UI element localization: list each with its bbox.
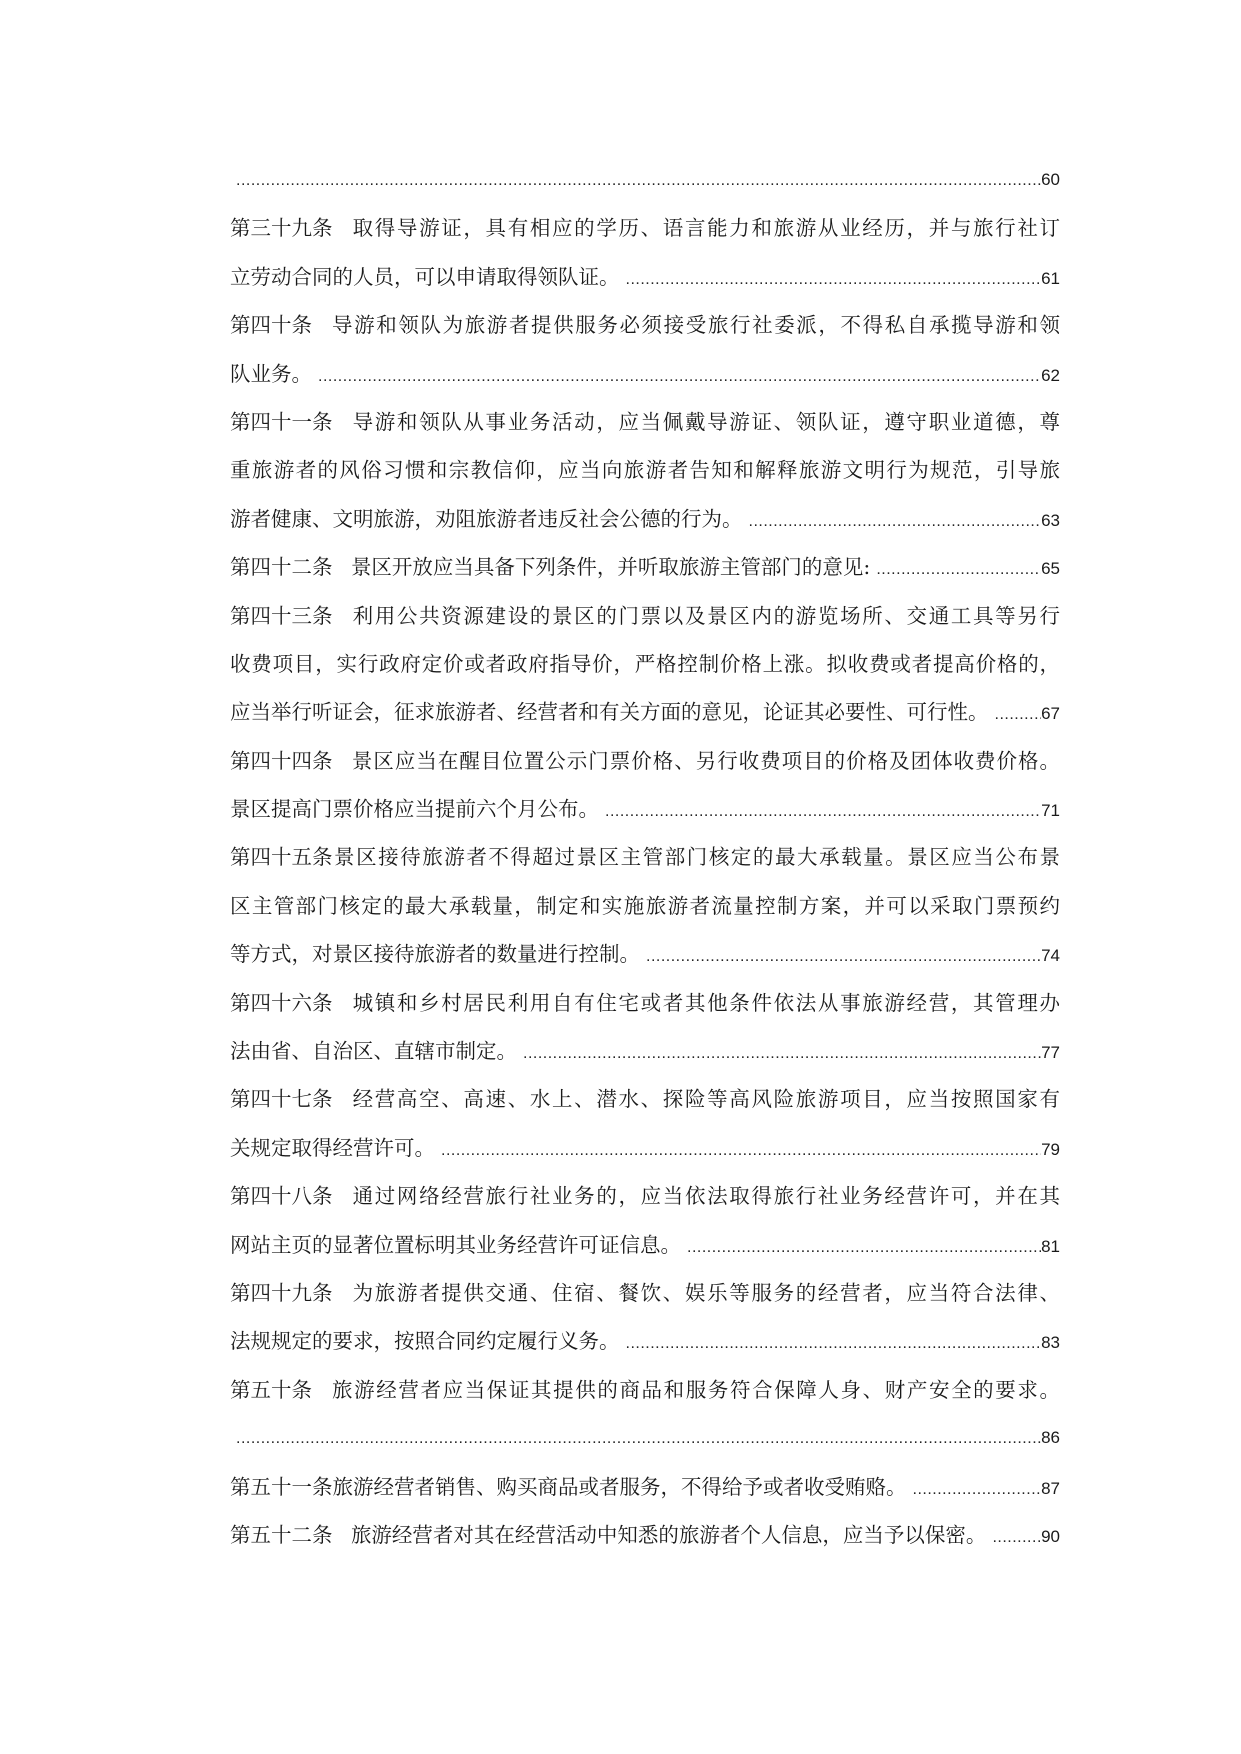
- dot-leader: [441, 1127, 1041, 1172]
- dot-leader: [646, 933, 1041, 978]
- toc-entry-text: [230, 543, 870, 591]
- toc-line: [230, 592, 1060, 640]
- toc-line: [230, 398, 1060, 446]
- article-title-text: 经营高空、高速、水上、潜水、探险等高风险旅游项目，应当按照国家有: [350, 1087, 1060, 1112]
- article-number: 第四十四条: [230, 748, 333, 773]
- article-title-text: 利用公共资源建设的景区的门票以及景区内的游览场所、交通工具等另行: [350, 603, 1060, 628]
- toc-line: [230, 930, 1060, 978]
- article-number: 第四十一条: [230, 409, 333, 434]
- article-number: 第四十条: [230, 313, 312, 338]
- article-title-text: 关规定取得经营许可。: [230, 1135, 435, 1160]
- toc-entry-text: [230, 1087, 1060, 1111]
- toc-line: [230, 640, 1060, 688]
- article-title-text: 景区接待旅游者不得超过景区主管部门核定的最大承载量。景区应当公布景: [332, 845, 1060, 870]
- toc-entry-text: [230, 1221, 681, 1269]
- article-title-text: 导游和领队为旅游者提供服务必须接受旅行社委派，不得私自承揽导游和领: [330, 313, 1060, 338]
- article-number: 第五十二条: [230, 1522, 333, 1547]
- article-number: 第四十二条: [230, 555, 333, 580]
- toc-line: [230, 688, 1060, 736]
- page-number[interactable]: 87: [1041, 1478, 1060, 1498]
- article-title-text: 等方式，对景区接待旅游者的数量进行控制。: [230, 942, 640, 967]
- toc-line: [230, 156, 1060, 204]
- article-title-text: 景区开放应当具备下列条件，并听取旅游主管部门的意见:: [350, 555, 871, 580]
- toc-line: [230, 1366, 1060, 1414]
- toc-line: [230, 1317, 1060, 1365]
- page-number[interactable]: 81: [1041, 1236, 1060, 1256]
- page-number[interactable]: 86: [1041, 1428, 1060, 1448]
- article-number: 第四十九条: [230, 1280, 333, 1305]
- article-title-text: 重旅游者的风俗习惯和宗教信仰，应当向旅游者告知和解释旅游文明行为规范，引导旅: [230, 458, 1060, 483]
- article-title-text: 立劳动合同的人员，可以申请取得领队证。: [230, 264, 620, 289]
- article-title-text: 队业务。: [230, 361, 312, 386]
- toc-line: [230, 1414, 1060, 1462]
- toc-entry-text: [230, 930, 640, 978]
- toc-line: [230, 1269, 1060, 1317]
- article-title-text: 通过网络经营旅行社业务的，应当依法取得旅行社业务经营许可，并在其: [350, 1184, 1060, 1209]
- dot-leader: [876, 546, 1041, 591]
- dot-leader: [236, 157, 1041, 204]
- toc-entry-text: [230, 894, 1060, 918]
- article-number: 第四十七条: [230, 1087, 333, 1112]
- article-number: 第四十八条: [230, 1184, 333, 1209]
- table-of-contents: [230, 156, 1060, 1559]
- article-title-text: 城镇和乡村居民利用自有住宅或者其他条件依法从事旅游经营，其管理办: [350, 990, 1060, 1015]
- toc-entry-text: [230, 845, 1060, 869]
- toc-entry-text: [230, 1511, 986, 1559]
- toc-entry-text: [230, 1124, 435, 1172]
- article-title-text: 法规规定的要求，按照合同约定履行义务。: [230, 1329, 620, 1354]
- page-number[interactable]: 63: [1041, 510, 1060, 530]
- toc-line: [230, 1124, 1060, 1172]
- dot-leader: [687, 1224, 1041, 1269]
- toc-entry-text: [230, 1317, 620, 1365]
- article-title-text: 取得导游证，具有相应的学历、语言能力和旅游从业经历，并与旅行社订: [350, 216, 1060, 241]
- page-number[interactable]: 90: [1041, 1526, 1060, 1546]
- toc-line: [230, 833, 1060, 881]
- article-title-text: 游者健康、文明旅游，劝阻旅游者违反社会公德的行为。: [230, 506, 743, 531]
- dot-leader: [992, 1514, 1041, 1559]
- article-number: 第四十六条: [230, 990, 333, 1015]
- toc-entry-text: [230, 785, 599, 833]
- toc-entry-text: [230, 313, 1060, 337]
- page-number[interactable]: 83: [1041, 1333, 1060, 1353]
- article-title-text: 旅游经营者应当保证其提供的商品和服务符合保障人身、财产安全的要求。: [330, 1377, 1060, 1402]
- dot-leader: [523, 1030, 1041, 1075]
- toc-line: [230, 785, 1060, 833]
- toc-line: [230, 446, 1060, 494]
- toc-entry-text: [230, 1281, 1060, 1305]
- toc-entry-text: [230, 604, 1060, 628]
- toc-line: [230, 204, 1060, 252]
- article-title-text: 旅游经营者销售、购买商品或者服务，不得给予或者收受贿赂。: [332, 1474, 907, 1499]
- page-number[interactable]: 67: [1041, 704, 1060, 724]
- article-number: 第三十九条: [230, 216, 333, 241]
- toc-line: [230, 301, 1060, 349]
- dot-leader: [913, 1466, 1042, 1511]
- page-number[interactable]: 60: [1041, 170, 1060, 189]
- toc-line: [230, 1221, 1060, 1269]
- article-number: 第五十一条: [230, 1474, 333, 1499]
- toc-entry-text: [230, 1184, 1060, 1208]
- dot-leader: [995, 691, 1042, 736]
- dot-leader: [236, 1415, 1041, 1462]
- page-number[interactable]: 62: [1041, 365, 1060, 385]
- toc-entry-text: [230, 1378, 1060, 1402]
- toc-entry-text: [230, 216, 1060, 240]
- article-number: 第四十三条: [230, 603, 333, 628]
- article-title-text: 景区应当在醒目位置公示门票价格、另行收费项目的价格及团体收费价格。: [350, 748, 1060, 773]
- article-number: 第五十条: [230, 1377, 312, 1402]
- dot-leader: [626, 1320, 1042, 1365]
- toc-entry-text: [230, 749, 1060, 773]
- toc-line: [230, 1463, 1060, 1511]
- page-number[interactable]: 77: [1041, 1043, 1060, 1063]
- dot-leader: [749, 498, 1042, 543]
- article-title-text: 导游和领队从事业务活动，应当佩戴导游证、领队证，遵守职业道德，尊: [350, 409, 1060, 434]
- toc-line: [230, 1027, 1060, 1075]
- toc-entry-text: [230, 458, 1060, 482]
- dot-leader: [605, 788, 1041, 833]
- article-title-text: 景区提高门票价格应当提前六个月公布。: [230, 797, 599, 822]
- page-number[interactable]: 74: [1041, 946, 1060, 966]
- page-number[interactable]: 71: [1041, 801, 1060, 821]
- toc-entry-text: [230, 688, 989, 736]
- toc-entry-text: [230, 253, 620, 301]
- toc-line: [230, 495, 1060, 543]
- dot-leader: [626, 256, 1042, 301]
- article-number: 第四十五条: [230, 845, 333, 870]
- toc-line: [230, 1511, 1060, 1559]
- toc-line: [230, 1075, 1060, 1123]
- page-number[interactable]: 65: [1041, 559, 1060, 579]
- article-title-text: 网站主页的显著位置标明其业务经营许可证信息。: [230, 1232, 681, 1257]
- toc-line: [230, 253, 1060, 301]
- toc-line: [230, 979, 1060, 1027]
- article-title-text: 旅游经营者对其在经营活动中知悉的旅游者个人信息，应当予以保密。: [350, 1522, 987, 1547]
- toc-line: [230, 737, 1060, 785]
- toc-entry-text: [230, 350, 312, 398]
- toc-entry-text: [230, 495, 743, 543]
- toc-entry-text: [230, 410, 1060, 434]
- page-number[interactable]: 61: [1041, 268, 1060, 288]
- article-title-text: 为旅游者提供交通、住宿、餐饮、娱乐等服务的经营者，应当符合法律、: [350, 1280, 1060, 1305]
- toc-entry-text: [230, 1027, 517, 1075]
- article-title-text: 区主管部门核定的最大承载量，制定和实施旅游者流量控制方案，并可以采取门票预约: [230, 893, 1060, 918]
- toc-entry-text: [230, 652, 1060, 676]
- toc-line: [230, 1172, 1060, 1220]
- toc-entry-text: [230, 991, 1060, 1015]
- article-title-text: 应当举行听证会，征求旅游者、经营者和有关方面的意见，论证其必要性、可行性。: [230, 700, 989, 725]
- toc-line: [230, 350, 1060, 398]
- page-number[interactable]: 79: [1041, 1139, 1060, 1159]
- toc-line: [230, 882, 1060, 930]
- dot-leader: [318, 353, 1041, 398]
- article-title-text: 收费项目，实行政府定价或者政府指导价，严格控制价格上涨。拟收费或者提高价格的，: [230, 651, 1060, 676]
- article-title-text: 法由省、自治区、直辖市制定。: [230, 1039, 517, 1064]
- toc-line: [230, 543, 1060, 591]
- toc-entry-text: [230, 1463, 907, 1511]
